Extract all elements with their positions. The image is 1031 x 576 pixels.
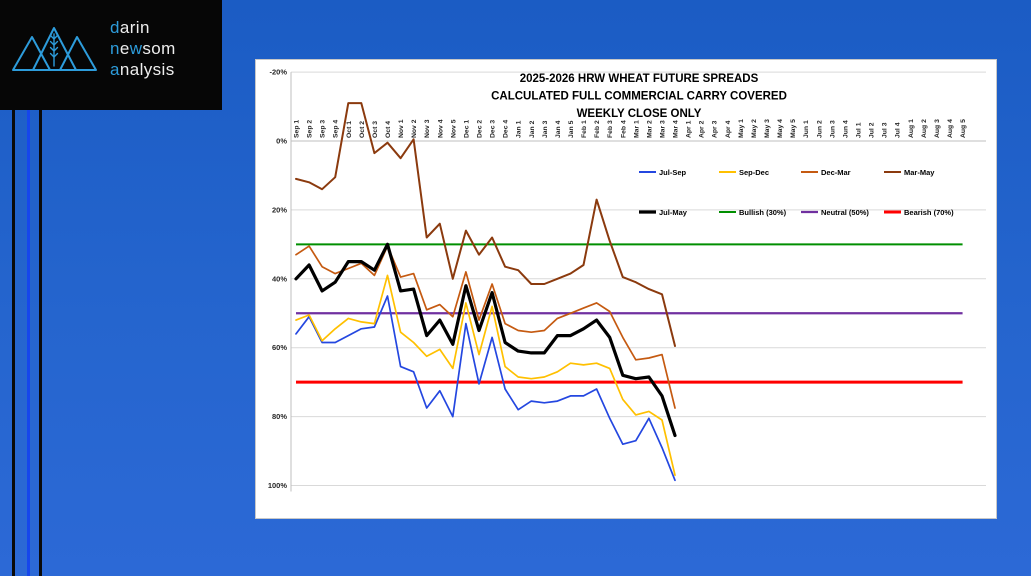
logo-line-darin: darin <box>110 18 150 37</box>
legend-label-mar-may: Mar-May <box>904 167 935 177</box>
x-axis-label: Oct 2 <box>358 121 366 138</box>
wheat-icon <box>51 34 58 66</box>
y-axis-label: 40% <box>271 274 287 284</box>
x-axis-label: Nov 3 <box>424 119 432 138</box>
x-axis-label: Dec 1 <box>463 119 471 138</box>
x-axis-label: Aug 4 <box>947 119 954 138</box>
x-axis-label: Dec 3 <box>489 119 497 138</box>
x-axis-label: Jul 4 <box>894 122 902 138</box>
x-axis-label: Jan 1 <box>515 120 523 138</box>
x-axis-label: Mar 2 <box>646 120 654 138</box>
x-axis-label: Mar 1 <box>633 120 641 138</box>
x-axis-label: Nov 5 <box>450 119 458 138</box>
x-axis-label: Apr 1 <box>685 120 693 138</box>
y-axis-label: 0% <box>276 136 287 146</box>
x-axis-label: Nov 2 <box>411 119 419 138</box>
x-axis-label: Aug 1 <box>907 119 915 138</box>
x-axis-label: Dec 2 <box>476 119 484 138</box>
series-line-jul-may <box>296 244 675 435</box>
x-axis-label: May 3 <box>764 119 772 138</box>
x-axis-label: Jul 2 <box>868 122 876 138</box>
series-line-sep-dec <box>296 275 675 475</box>
wheat-spread-chart <box>256 60 996 518</box>
x-axis-label: Apr 4 <box>724 120 732 138</box>
x-axis-label: May 1 <box>737 119 745 138</box>
x-axis-label: Jun 4 <box>842 120 850 138</box>
decor-stripe-black-left <box>12 110 15 576</box>
x-axis-label: Apr 3 <box>711 120 719 138</box>
x-axis-label: Feb 2 <box>594 120 602 138</box>
legend-label-jul-sep: Jul-Sep <box>659 167 687 177</box>
legend-label-sep-dec: Sep-Dec <box>739 167 770 177</box>
logo-line-newsom: newsom <box>110 39 176 58</box>
legend-label-bearish-70: Bearish (70%) <box>904 207 954 217</box>
legend-label-bullish-30: Bullish (30%) <box>739 207 787 217</box>
legend-label-neutral-50: Neutral (50%) <box>821 207 869 217</box>
x-axis-label: Jun 2 <box>816 120 824 138</box>
legend-label-jul-may: Jul-May <box>659 207 687 217</box>
x-axis-label: Apr 2 <box>698 120 706 138</box>
y-axis-label: 20% <box>271 205 287 215</box>
x-axis-label: Jul 1 <box>855 122 863 138</box>
x-axis-label: Feb 1 <box>581 120 589 138</box>
chart-title-line: 2025-2026 HRW WHEAT FUTURE SPREADS <box>519 73 759 85</box>
x-axis-label: May 5 <box>790 119 798 138</box>
chart-title-line: WEEKLY CLOSE ONLY <box>576 108 702 120</box>
x-axis-label: Aug 3 <box>933 119 941 138</box>
logo-wordmark <box>110 17 176 80</box>
x-axis-label: Oct 1 <box>345 121 353 138</box>
x-axis-label: Aug 2 <box>920 119 928 138</box>
series-line-dec-mar <box>296 246 675 408</box>
x-axis-label: Jan 2 <box>528 120 536 138</box>
y-axis-label: 100% <box>267 481 287 490</box>
x-axis-label: Jun 1 <box>803 120 811 138</box>
x-axis-label: Jun 3 <box>829 120 837 138</box>
x-axis-label: Jan 4 <box>554 120 562 138</box>
chart-panel <box>255 59 997 519</box>
x-axis-label: Nov 4 <box>437 119 445 138</box>
chart-title-line: CALCULATED FULL COMMERCIAL CARRY COVERED <box>491 90 787 103</box>
x-axis-label: Jan 5 <box>567 120 575 138</box>
x-axis-label: Jan 3 <box>541 120 549 138</box>
x-axis-label: Mar 4 <box>672 120 680 138</box>
y-axis-label: 60% <box>271 343 287 353</box>
x-axis-label: Sep 4 <box>332 119 340 138</box>
legend-label-dec-mar: Dec-Mar <box>821 167 851 177</box>
logo <box>0 0 222 110</box>
x-axis-label: Mar 3 <box>659 120 667 138</box>
decor-stripe-blue <box>27 110 30 576</box>
x-axis-label: Aug 5 <box>960 119 968 138</box>
x-axis-label: May 2 <box>750 119 758 138</box>
x-axis-label: Jul 3 <box>881 122 889 138</box>
x-axis-label: Oct 3 <box>371 121 379 138</box>
x-axis-label: Sep 3 <box>319 119 327 138</box>
y-axis-label: 80% <box>271 412 287 422</box>
x-axis-label: Oct 4 <box>384 121 392 138</box>
x-axis-label: Dec 4 <box>502 119 510 138</box>
x-axis-label: Nov 1 <box>398 119 406 138</box>
logo-mountains-icon <box>8 22 100 74</box>
y-axis-label: -20% <box>269 67 287 77</box>
x-axis-label: Feb 3 <box>607 120 615 138</box>
decor-stripe-black-right <box>39 110 42 576</box>
x-axis-label: Feb 4 <box>620 120 628 138</box>
logo-line-analysis: analysis <box>110 60 175 79</box>
x-axis-label: May 4 <box>777 119 785 138</box>
x-axis-label: Sep 1 <box>293 119 301 138</box>
x-axis-label: Sep 2 <box>306 119 314 138</box>
